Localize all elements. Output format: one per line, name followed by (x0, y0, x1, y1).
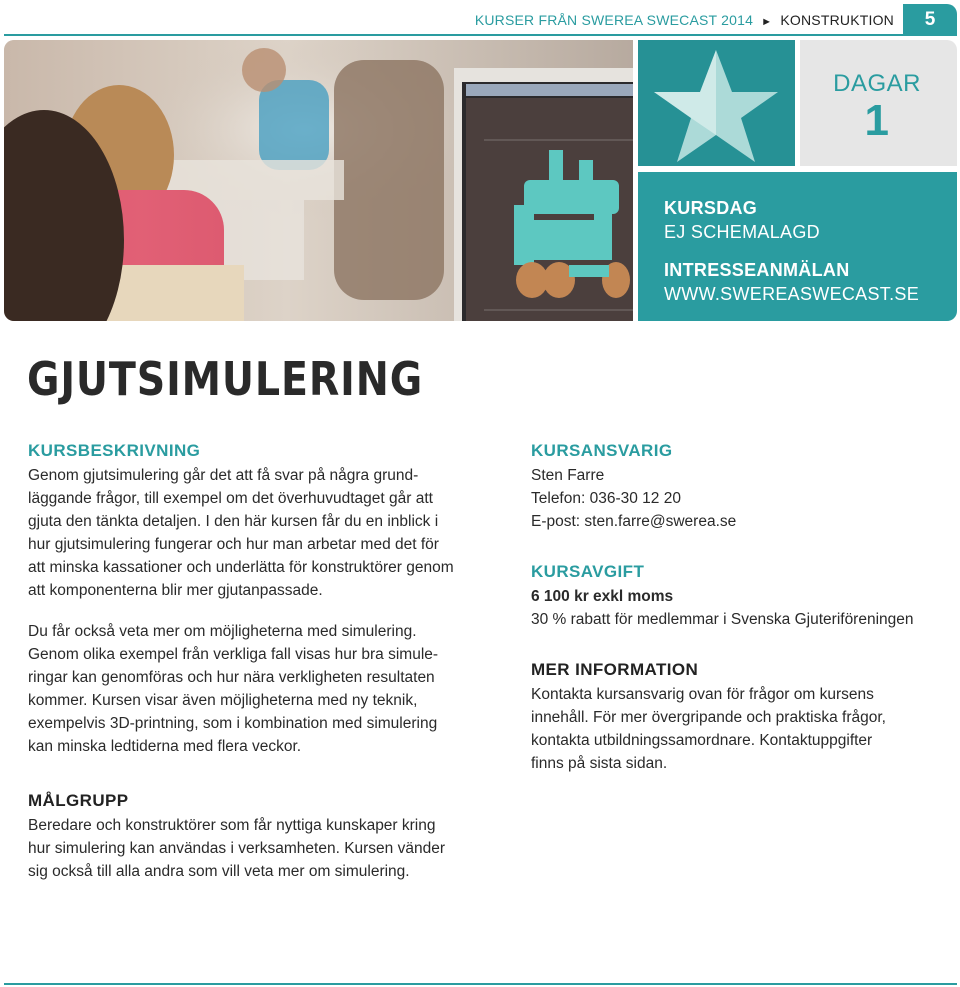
classroom-photo-image (4, 40, 633, 321)
description-paragraph (28, 464, 488, 602)
fee-heading: KURSAVGIFT (531, 562, 645, 581)
more-info-paragraph (531, 683, 951, 775)
target-line: sig också till alla andra som vill veta mer om simulering. (28, 863, 410, 880)
description-line: hur gjutsimulering fungerar och hur man arbetar med det för (28, 536, 439, 553)
more-info-heading: MER INFORMATION (531, 660, 699, 679)
footer-divider (4, 983, 957, 985)
left-column (28, 440, 488, 883)
page-header (4, 0, 960, 36)
course-day-label: KURSDAG (664, 198, 758, 218)
target-line: hur simulering kan användas i verksamheten. Kursen vänder (28, 840, 446, 857)
second-line: ringar kan genomföras och hur nära verkligheten resultaten (28, 669, 435, 686)
responsible-phone: Telefon: 036-30 12 20 (531, 490, 681, 507)
responsible-email[interactable]: E-post: sten.farre@swerea.se (531, 513, 737, 530)
page-title: GJUTSIMULERING (27, 352, 424, 406)
series-title: KURSER FRÅN SWEREA SWECAST 2014 (474, 12, 754, 28)
fee-price: 6 100 kr exkl moms (531, 588, 674, 605)
course-day-value: EJ SCHEMALAGD (664, 222, 820, 242)
star-icon (638, 40, 795, 166)
more-line: Kontakta kursansvarig ovan för frågor om kursens (531, 686, 874, 703)
target-group-heading: MÅLGRUPP (28, 791, 129, 810)
section-title: KONSTRUKTION (780, 12, 894, 28)
header-divider (4, 34, 904, 36)
course-info-box (638, 172, 957, 321)
interest-link[interactable]: WWW.SWEREASWECAST.SE (664, 284, 920, 304)
description-line: gjuta den tänkta detaljen. I den här kursen får du en inblick i (28, 513, 439, 530)
second-line: Genom olika exempel från verkliga fall visas hur bra simule- (28, 646, 439, 663)
days-tile (800, 40, 957, 166)
fee-discount: 30 % rabatt för medlemmar i Svenska Gjuteriföreningen (531, 611, 914, 628)
description-line: Genom gjutsimulering går det att få svar på några grund- (28, 467, 419, 484)
target-line: Beredare och konstruktörer som får nyttiga kunskaper kring (28, 817, 436, 834)
responsible-name: Sten Farre (531, 467, 605, 484)
days-label: DAGAR (833, 70, 921, 97)
right-column (531, 440, 951, 775)
responsible-heading: KURSANSVARIG (531, 441, 673, 460)
more-line: kontakta utbildningssamordnare. Kontaktuppgifter (531, 732, 873, 749)
page-number: 5 (903, 4, 957, 36)
description-line: att minska kassationer och underlätta för konstruktörer genom (28, 559, 454, 576)
decorative-star-tile (638, 40, 795, 166)
second-line: exempelvis 3D-printning, som i kombination med simulering (28, 715, 438, 732)
running-header (475, 12, 894, 28)
more-line: innehåll. För mer övergripande och praktiska frågor, (531, 709, 886, 726)
interest-label: INTRESSEANMÄLAN (664, 260, 850, 280)
description-heading: KURSBESKRIVNING (28, 441, 201, 460)
second-line: kommer. Kursen visar även möjligheterna med ny teknik, (28, 692, 418, 709)
description-line: läggande frågor, till exempel om det överhuvudtaget går att (28, 490, 433, 507)
second-line: Du får också veta mer om möjligheterna med simulering. (28, 623, 417, 640)
description-line: att komponenterna blir mer gjutanpassade. (28, 582, 323, 599)
second-line: kan minska ledtiderna med flera veckor. (28, 738, 302, 755)
classroom-photo (4, 40, 633, 321)
days-value: 1 (864, 96, 889, 145)
more-line: finns på sista sidan. (531, 755, 668, 772)
second-paragraph (28, 620, 488, 758)
arrow-right-icon: ► (761, 16, 773, 28)
fee-details (531, 585, 951, 631)
target-group-paragraph (28, 814, 488, 883)
responsible-contact (531, 464, 951, 533)
